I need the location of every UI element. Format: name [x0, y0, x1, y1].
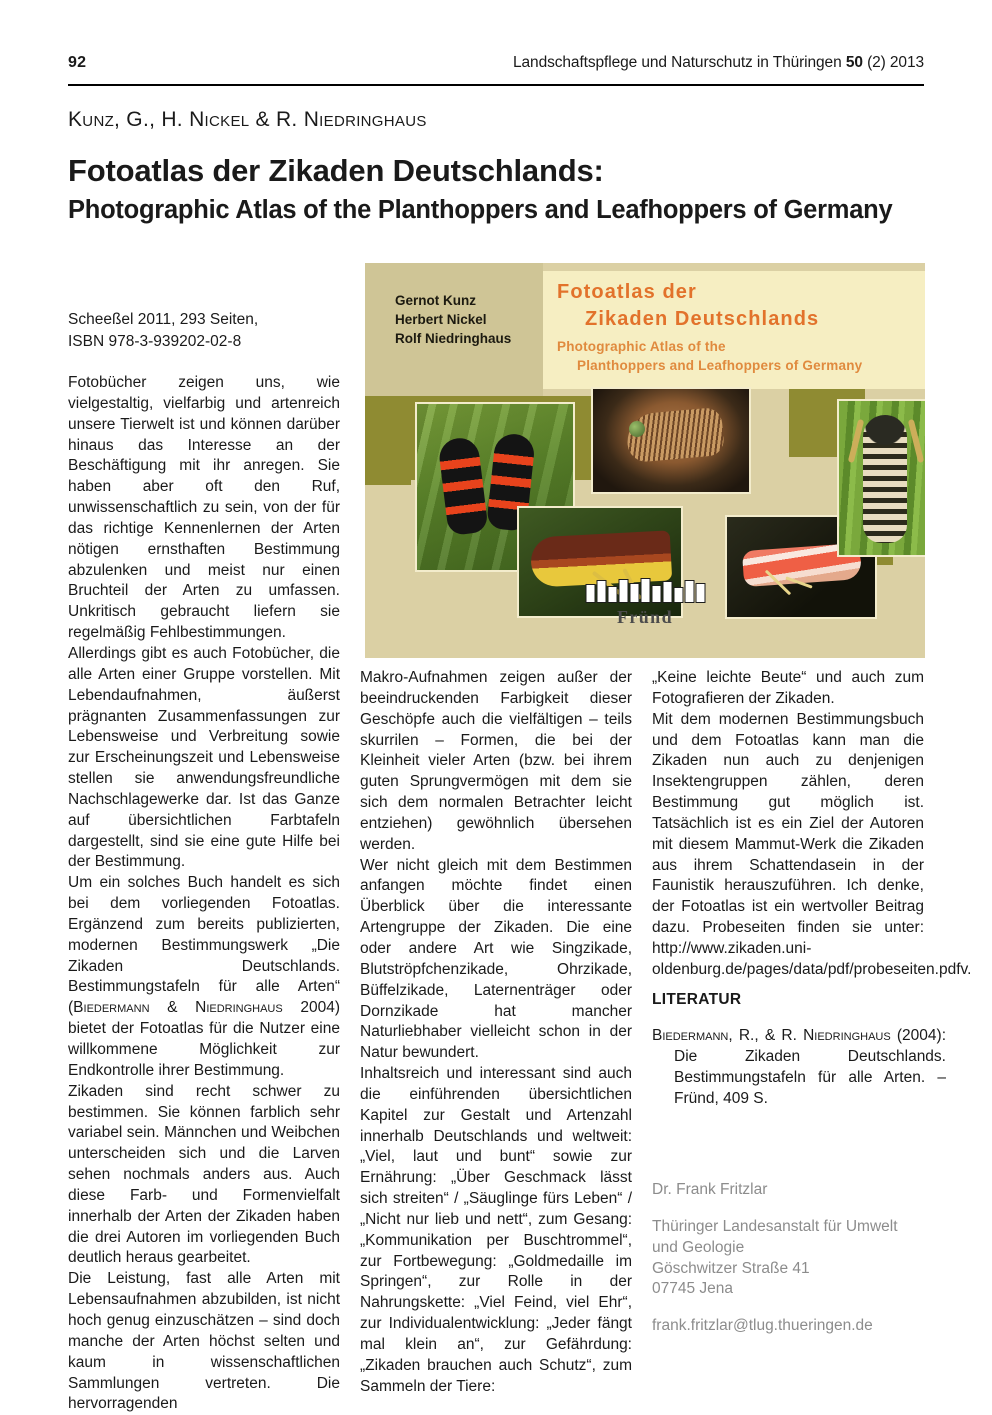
book-cover-figure [365, 263, 925, 658]
citation-author: Biedermann [73, 999, 150, 1017]
journal-reference [513, 54, 924, 72]
article-subtitle: Photographic Atlas of the Planthoppers and Leafhoppers of Germany [68, 195, 893, 224]
header-divider [68, 84, 924, 86]
address-street: Göschwitzer Straße 41 [652, 1259, 810, 1277]
cover-photo-striped-leafhopper [591, 387, 751, 494]
froghopper-left [437, 436, 488, 536]
book-spine [607, 586, 617, 603]
reviewer-address [652, 1217, 942, 1300]
leafhopper-body [863, 415, 907, 543]
cover-title-line2: Zikaden Deutschlands [585, 308, 820, 330]
citation-separator: & [149, 999, 196, 1017]
literature-heading: LITERATUR [652, 991, 742, 1008]
book-spine [684, 580, 694, 603]
paragraph: Fotobücher zeigen uns, wie vielgestaltig, vielfarbig und artenreich unsere Tierwelt ist und können darüber hinaus das Interesse an der Beschäftigung mit ihr anregen. Sie haben aber oft den Ruf, unwissenschaftlich zu sein, von der für das richtige Kennenlernen der Arten nötigen ernsthaften Bestimmung abzulenken und meist nur einen Bruchteil der Arten zu umfassen. Unkritisch gebraucht liefern sie regelmäßig Fehlbestimmungen. [68, 374, 340, 642]
reviewer-contact [652, 1180, 942, 1337]
leafhopper-leg [908, 419, 924, 463]
publisher-logo [585, 577, 706, 628]
journal-page [68, 0, 972, 1413]
cover-author-3: Rolf Niedringhaus [395, 331, 512, 347]
citation-author: Niedringhaus [195, 999, 283, 1017]
leafhopper-eye [629, 421, 645, 437]
reviewer-name: Dr. Frank Fritzlar [652, 1181, 768, 1198]
reference-author: Biedermann [652, 1027, 729, 1044]
reference-text: (2004): Die Zikaden Deutschlands. Bestimmungstafeln für alle Arten. – Fründ, 409 S. [674, 1027, 946, 1107]
address-org-line2: und Geologie [652, 1238, 745, 1256]
running-head [68, 54, 924, 72]
paragraph-text: Um ein solches Buch handelt es sich bei dem vorliegenden Fotoatlas. Ergänzend zum bereits publizierten, modernen Bestimmungswerk „Die Zikaden Deutschlands. Bestimmungstafeln für alle Arten“ ( [68, 874, 340, 1017]
body-column-3 [652, 668, 972, 981]
book-imprint [68, 309, 340, 353]
journal-volume: 50 [845, 54, 863, 71]
journal-name: Landschaftspflege und Naturschutz in Thüringen [513, 54, 846, 71]
paragraph: Wer nicht gleich mit dem Bestimmen anfangen möchte findet einen Überblick über die interessante Artengruppe der Zikaden. Die eine oder andere Art wie Singzikade, Blutströpfchenzikade, Ohrzikade, Büffelzikade, Laternenträger oder Dornzikade hat mancher Naturliebhaber vielleicht schon in der Natur bewundert. [360, 856, 632, 1062]
cover-subtitle-line2: Planthoppers and Leafhoppers of Germany [577, 358, 863, 373]
paragraph: Die Leistung, fast alle Arten mit Lebensaufnahmen abzubilden, ist nicht hoch genug einzuschätzen – sind doch manche der Arten höchst selten und kaum in wissenschaftlichen Sammlungen vertreten. Die hervorragenden [68, 1270, 340, 1413]
book-spine [585, 584, 595, 603]
cover-author-list [395, 291, 511, 348]
paragraph: Mit dem modernen Bestimmungsbuch und dem Fotoatlas kann man die Zikaden nun auch zu denjenigen Insektengruppen zählen, deren Bestimmung gut möglich ist. Tatsächlich ist es ein Ziel der Autoren mit diesem Mammut-Werk die Zikaden aus ihrem Schattendasein in der Faunistik herauszuführen. Ich denke, der Fotoatlas ist ein wertvoller Beitrag dazu. Probeseiten finden sie unter: http://www.zikaden.uni-oldenburg.de/pages/data/pdf/probeseiten.pdfv. [652, 710, 972, 978]
leafhopper-leg [848, 419, 864, 463]
reviewer-email[interactable]: frank.fritzlar@tlug.thueringen.de [652, 1317, 873, 1335]
cover-title-line1: Fotoatlas der [557, 281, 697, 303]
paragraph: Inhaltsreich und interessant sind auch die einführenden übersichtlichen Kapitel zur Gestalt und Artenzahl innerhalb Deutschlands und weltweit: „Viel, laut und bunt“ sowie zur Ernährung: „Über Geschmack lässt sich streiten“ / „Säuglinge fürs Leben“ / „Nicht nur lieb und nett“, zum Gesang: „Kommunikation per Buschtrommel“, zur Fortbewegung: „Goldmedaille im Springen“, zur Rolle in der Nahrungskette: „Viel Feind, viel Ehr“, zur Individualentwicklung: „Jeder fängt mal klein an“, zur Gefährdung: „Zikaden brauchen auch Schutz“, zum Sammeln der Tiere: [360, 1065, 632, 1395]
books-icon [585, 577, 706, 603]
cover-subtitle-line1: Photographic Atlas of the [557, 339, 726, 354]
cover-photo-spotted-leafhopper [837, 399, 925, 557]
cover-title-panel [543, 271, 925, 389]
body-column-1 [68, 373, 340, 1415]
address-org-line1: Thüringer Landesanstalt für Umwelt [652, 1217, 898, 1235]
book-spine [695, 583, 705, 603]
reference-author: Niedringhaus [803, 1027, 891, 1044]
imprint-publication: Scheeßel 2011, 293 Seiten, [68, 311, 259, 328]
book-spine [596, 580, 606, 603]
book-spine [629, 583, 639, 603]
address-city: 07745 Jena [652, 1280, 734, 1298]
book-spine [651, 585, 661, 603]
book-spine [662, 581, 672, 603]
paragraph: Makro-Aufnahmen zeigen außer der beeindruckenden Farbigkeit dieser Geschöpfe auch die vielfältigen – teils skurrilen – Formen, die bei der Kleinheit vieler Arten (bzw. bei ihrem guten Sprungvermögen mit dem sie sich dem normalen Betrachter leicht entziehen) gewöhnlich übersehen werden. [360, 669, 632, 853]
paragraph-text: 2004) bietet der Fotoatlas für die Nutzer eine willkommene Möglichkeit zur Endkontrolle ihrer Bestimmung. [68, 999, 340, 1079]
paragraph: Allerdings gibt es auch Fotobücher, die alle Arten einer Gruppe vorstellen. Mit Lebendaufnahmen, äußerst prägnanten Zusammenfassungen zur Lebensweise und Verbreitung sowie zur Erscheinungszeit und Lebensweise stellen sie anwendungsfreundliche Nachschlagewerke dar. Ist das Ganze auf übersichtlichen Farbtafeln dargestellt, sind sie eine gute Hilfe bei der Bestimmung. [68, 644, 340, 871]
journal-issue-year: (2) 2013 [862, 54, 924, 71]
paragraph [68, 873, 340, 1081]
cover-author-1: Gernot Kunz [395, 293, 476, 308]
cover-olive-block [365, 459, 411, 485]
page-title: Fotoatlas der Zikaden Deutschlands: [68, 153, 604, 188]
reference-text: , R., & R. [728, 1027, 804, 1044]
cover-author-2: Herbert Nickel [395, 312, 487, 328]
book-spine [640, 578, 650, 603]
book-spine [618, 579, 628, 603]
literature-reference [652, 1026, 946, 1109]
body-column-2 [360, 668, 632, 1398]
book-spine [673, 587, 683, 603]
imprint-isbn: ISBN 978-3-939202-02-8 [68, 333, 242, 350]
article-title-block [68, 152, 936, 226]
paragraph: „Keine leichte Beute“ und auch zum Fotografieren der Zikaden. [652, 669, 924, 707]
paragraph: Zikaden sind recht schwer zu bestimmen. Sie können farblich sehr variabel sein. Männchen und Weibchen unterscheiden sich und die Larven sehen nochmals anders aus. Auch diese Farb- und Formenvielfalt innerhalb der Arten der Zikaden haben die drei Autoren im vorliegenden Buch deutlich heraus gearbeitet. [68, 1082, 340, 1267]
article-authors: Kunz, G., H. Nickel & R. Niedringhaus [68, 108, 427, 131]
publisher-name: Fründ [616, 607, 674, 627]
page-number: 92 [68, 54, 87, 71]
